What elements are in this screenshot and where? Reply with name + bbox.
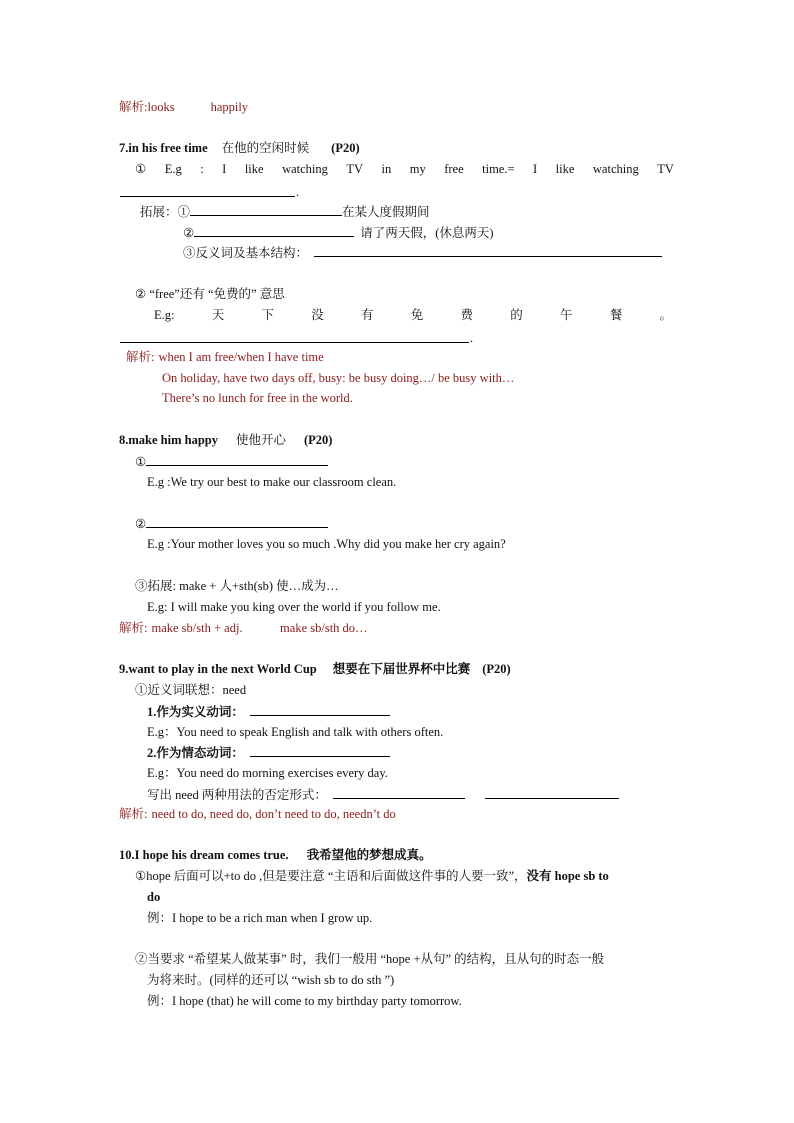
section-7-heading (119, 140, 360, 156)
answer-blank[interactable] (146, 515, 328, 528)
answer-text: On holiday, have two days off, busy: be busy doing…/ be busy with… (162, 371, 515, 385)
example-sentence-2 (154, 307, 672, 323)
paragraph-emphasis: do (147, 890, 161, 904)
answer-label: 解析: (119, 621, 148, 635)
example-sentence: 例：I hope to be a rich man when I grow up. (147, 911, 373, 925)
word: 费 (460, 308, 473, 322)
section-9-heading (119, 661, 511, 677)
page-ref: (P20) (482, 662, 511, 676)
answer-blank[interactable] (146, 453, 328, 466)
usage-heading: 2.作为情态动词： (147, 746, 244, 760)
extension-number: ② (183, 226, 195, 240)
paragraph-text: ①hope 后面可以+to do ,但是要注意 “主语和后面做这件事的人要一致”， (135, 869, 527, 883)
negative-prompt: 写出 need 两种用法的否定形式： (147, 788, 327, 802)
word: ① (135, 162, 147, 176)
word: like (555, 162, 575, 176)
extension-text: 在某人度假期间 (342, 205, 430, 219)
section-8-heading (119, 432, 332, 448)
answer-blank[interactable] (250, 744, 390, 757)
answer-blank[interactable] (194, 224, 354, 237)
word: 天 (211, 308, 225, 322)
word: E.g: (154, 308, 175, 322)
answer-word: happily (210, 100, 249, 114)
section-title: 8.make him happy (119, 433, 218, 447)
answer-blank[interactable] (314, 244, 662, 257)
example-sentence: E.g :Your mother loves you so much .Why did you make her cry again? (147, 537, 506, 551)
example-sentence: E.g：You need do morning exercises every day. (147, 766, 388, 780)
answer-blank[interactable] (120, 196, 295, 197)
section-title-cn: 我希望他的梦想成真。 (306, 848, 432, 862)
extension-1 (140, 203, 430, 220)
answer-text: There’s no lunch for free in the world. (162, 391, 353, 405)
word: I (533, 162, 538, 176)
word: 餐 (609, 308, 623, 322)
answer-blank[interactable] (333, 786, 465, 799)
answer-text: make sb/sth + adj. make sb/sth do… (151, 621, 368, 635)
blank-1 (135, 453, 328, 470)
period: . (296, 185, 300, 199)
paragraph-1 (135, 868, 609, 884)
usage-2 (147, 744, 390, 761)
word: my (409, 162, 426, 176)
extension-label: 拓展：① (140, 205, 191, 219)
blank-2 (135, 515, 328, 532)
word: I (222, 162, 227, 176)
example-sentence: E.g: I will make you king over the world if you follow me. (147, 600, 441, 614)
answer-block (119, 620, 368, 636)
answer-text: when I am free/when I have time (158, 350, 324, 364)
period: . (470, 331, 474, 345)
answer-blank[interactable] (120, 342, 469, 343)
answer-blank[interactable] (250, 703, 390, 716)
word: 的 (510, 308, 523, 322)
paragraph-2: ②当要求 “希望某人做某事” 时，我们一般用 “hope +从句” 的结构，且从句的时态一般 (135, 952, 605, 966)
answer-blank[interactable] (190, 203, 342, 216)
word: : (200, 162, 204, 176)
section-title-cn: 在他的空闲时候 (221, 141, 310, 155)
extension-text: 请了两天假，(休息两天) (360, 226, 494, 240)
example-sentence: E.g：You need to speak English and talk with others often. (147, 725, 444, 739)
section-title: 7.in his free time (119, 141, 208, 155)
extension: ③拓展: make + 人+sth(sb) 使…成为… (135, 579, 339, 593)
word: like (244, 162, 264, 176)
usage-heading: 1.作为实义动词： (147, 705, 244, 719)
word: 下 (261, 308, 274, 322)
example-sentence: 例：I hope (that) he will come to my birthday party tomorrow. (147, 994, 462, 1008)
answer-label: 解析: (126, 350, 155, 364)
word: TV (346, 162, 364, 176)
word: watching (592, 162, 639, 176)
extension-3 (183, 244, 662, 261)
word: E.g (164, 162, 182, 176)
word: 免 (410, 308, 424, 322)
negative-form (147, 786, 619, 803)
answer-label: 解析:looks (119, 100, 175, 114)
section-10-heading (119, 847, 432, 863)
word: 。 (659, 308, 672, 322)
word: TV (657, 162, 674, 176)
example-sentence: E.g :We try our best to make our classroom clean. (147, 475, 397, 489)
answer-label: 解析: (119, 807, 148, 821)
extension-2 (183, 224, 494, 241)
section-title: 10.I hope his dream comes true. (119, 848, 289, 862)
word: time.= (482, 162, 515, 176)
answer-block (126, 349, 324, 365)
example-sentence-1 (135, 161, 674, 177)
section-title-cn: 使他开心 (235, 433, 286, 447)
synonym-note: ①近义词联想：need (135, 683, 247, 697)
answer-block (119, 806, 396, 822)
free-meaning: ② “free”还有 “免费的” 意思 (135, 287, 285, 301)
usage-1 (147, 703, 390, 720)
word: 没 (311, 308, 324, 322)
page-ref: (P20) (331, 141, 360, 155)
word: in (381, 162, 392, 176)
word: free (444, 162, 464, 176)
page-ref: (P20) (304, 433, 333, 447)
word: 有 (360, 308, 374, 322)
section-title: 9.want to play in the next World Cup (119, 662, 317, 676)
answer-blank[interactable] (485, 786, 619, 799)
section-title-cn: 想要在下届世界杯中比赛 (332, 662, 471, 676)
item-number: ② (135, 517, 147, 531)
paragraph-2-cont: 为将来时。(同样的还可以 “wish sb to do sth ”) (147, 973, 395, 987)
extension-text: ③反义词及基本结构： (183, 246, 309, 260)
answer-line (119, 99, 248, 115)
item-number: ① (135, 455, 147, 469)
paragraph-emphasis: 没有 hope sb to (526, 869, 609, 883)
word: watching (282, 162, 328, 176)
word: 午 (559, 308, 573, 322)
answer-text: need to do, need do, don’t need to do, needn’t do (151, 807, 396, 821)
